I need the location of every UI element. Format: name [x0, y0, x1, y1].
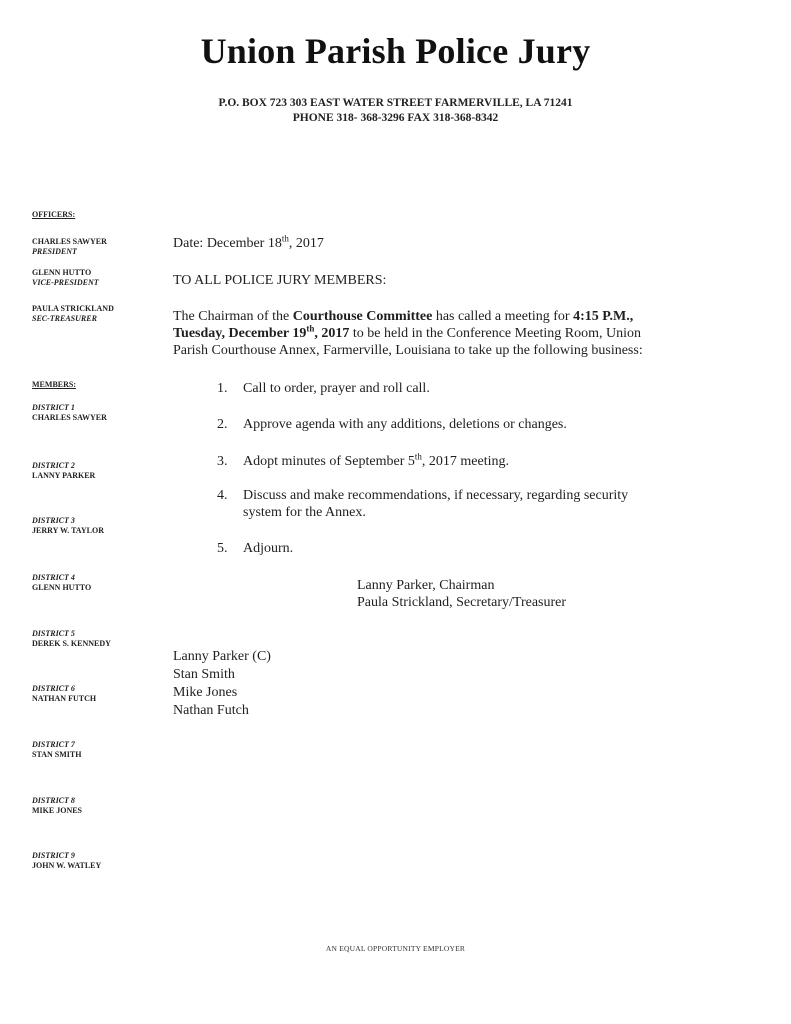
officer-entry	[32, 268, 157, 287]
date-suffix: , 2017	[288, 236, 324, 251]
member-entry	[32, 629, 157, 648]
member-district: DISTRICT 4	[32, 573, 75, 582]
footer-text: AN EQUAL OPPORTUNITY EMPLOYER	[325, 944, 466, 953]
agenda-text-sup: th	[414, 451, 422, 462]
agenda-text: Approve agenda with any additions, deletions or changes.	[243, 417, 567, 432]
member-entry	[32, 851, 157, 870]
agenda-number: 5.	[217, 541, 228, 556]
agenda-text: Adjourn.	[243, 541, 294, 556]
date-sup: th	[281, 233, 289, 244]
officers-heading: OFFICERS:	[32, 210, 76, 219]
member-name: STAN SMITH	[32, 749, 82, 759]
member-name: NATHAN FUTCH	[32, 693, 97, 703]
member-entry	[32, 740, 157, 759]
member-entry	[32, 796, 157, 815]
member-district: DISTRICT 2	[32, 461, 75, 470]
member-name: CHARLES SAWYER	[32, 412, 107, 422]
agenda-number: 1.	[217, 381, 228, 396]
member-name: LANNY PARKER	[32, 470, 96, 480]
intro-text-2: has called a meeting for	[432, 309, 574, 324]
member-district: DISTRICT 9	[32, 851, 75, 860]
letter-date	[173, 235, 324, 252]
agenda-text: Discuss and make recommendations, if necessary, regarding security system for the Annex.	[243, 488, 629, 520]
agenda-number: 4.	[217, 488, 228, 503]
agenda-text-post: , 2017 meeting.	[421, 454, 509, 469]
agenda-text	[243, 453, 663, 470]
agenda-text: Call to order, prayer and roll call.	[243, 381, 430, 396]
member-name: JOHN W. WATLEY	[32, 860, 102, 870]
member-district: DISTRICT 6	[32, 684, 75, 693]
member-entry	[32, 461, 157, 480]
meeting-day	[173, 323, 350, 341]
date-prefix: Date: December 18	[173, 236, 282, 251]
members-heading: MEMBERS:	[32, 380, 76, 389]
agenda-text-pre: Adopt minutes of September 5	[243, 454, 415, 469]
member-name: DEREK S. KENNEDY	[32, 638, 111, 648]
agenda-number: 3.	[217, 454, 228, 469]
meeting-day-sup: th	[306, 323, 315, 334]
intro-paragraph	[173, 308, 673, 359]
salutation: TO ALL POLICE JURY MEMBERS:	[173, 273, 387, 288]
meeting-day-text: Tuesday, December 19	[173, 326, 307, 341]
officer-role: SEC-TREASURER	[32, 313, 97, 323]
officer-name: CHARLES SAWYER	[32, 237, 107, 246]
officer-entry	[32, 304, 157, 323]
member-name: MIKE JONES	[32, 805, 83, 815]
member-entry	[32, 516, 157, 535]
member-name: GLENN HUTTO	[32, 582, 92, 592]
officer-role: PRESIDENT	[32, 246, 77, 256]
committee-member: Lanny Parker (C)	[173, 649, 271, 664]
committee-member: Mike Jones	[173, 685, 238, 700]
member-district: DISTRICT 7	[32, 740, 75, 749]
member-entry	[32, 573, 157, 592]
signature-line: Lanny Parker, Chairman	[357, 578, 495, 593]
officer-name: GLENN HUTTO	[32, 268, 92, 277]
member-district: DISTRICT 5	[32, 629, 75, 638]
officer-name: PAULA STRICKLAND	[32, 304, 114, 313]
signature-block	[357, 577, 566, 611]
officer-role: VICE-PRESIDENT	[32, 277, 99, 287]
member-entry	[32, 684, 157, 703]
committee-name: Courthouse Committee	[292, 309, 433, 324]
member-district: DISTRICT 8	[32, 796, 75, 805]
officer-entry	[32, 237, 157, 256]
committee-members-list	[173, 648, 271, 720]
signature-line: Paula Strickland, Secretary/Treasurer	[357, 595, 567, 610]
member-district: DISTRICT 1	[32, 403, 75, 412]
intro-text-3: to be held in the Conference Meeting Room, Union Parish Courthouse Annex, Farmerville, Louisiana to take up the following business:	[173, 326, 643, 358]
letterhead-contact	[0, 96, 791, 126]
committee-member: Stan Smith	[173, 667, 235, 682]
committee-member: Nathan Futch	[173, 703, 249, 718]
phone-fax-line: PHONE 318- 368-3296 FAX 318-368-8342	[292, 112, 499, 124]
meeting-year: , 2017	[314, 326, 350, 341]
address-line: P.O. BOX 723 303 EAST WATER STREET FARMERVILLE, LA 71241	[218, 97, 573, 109]
letterhead-title: Union Parish Police Jury	[200, 31, 591, 71]
agenda-number: 2.	[217, 417, 228, 432]
meeting-time: 4:15 P.M.,	[573, 309, 634, 324]
intro-text-1: The Chairman of the	[173, 309, 293, 324]
member-name: JERRY W. TAYLOR	[32, 525, 104, 535]
member-entry	[32, 403, 157, 422]
member-district: DISTRICT 3	[32, 516, 75, 525]
